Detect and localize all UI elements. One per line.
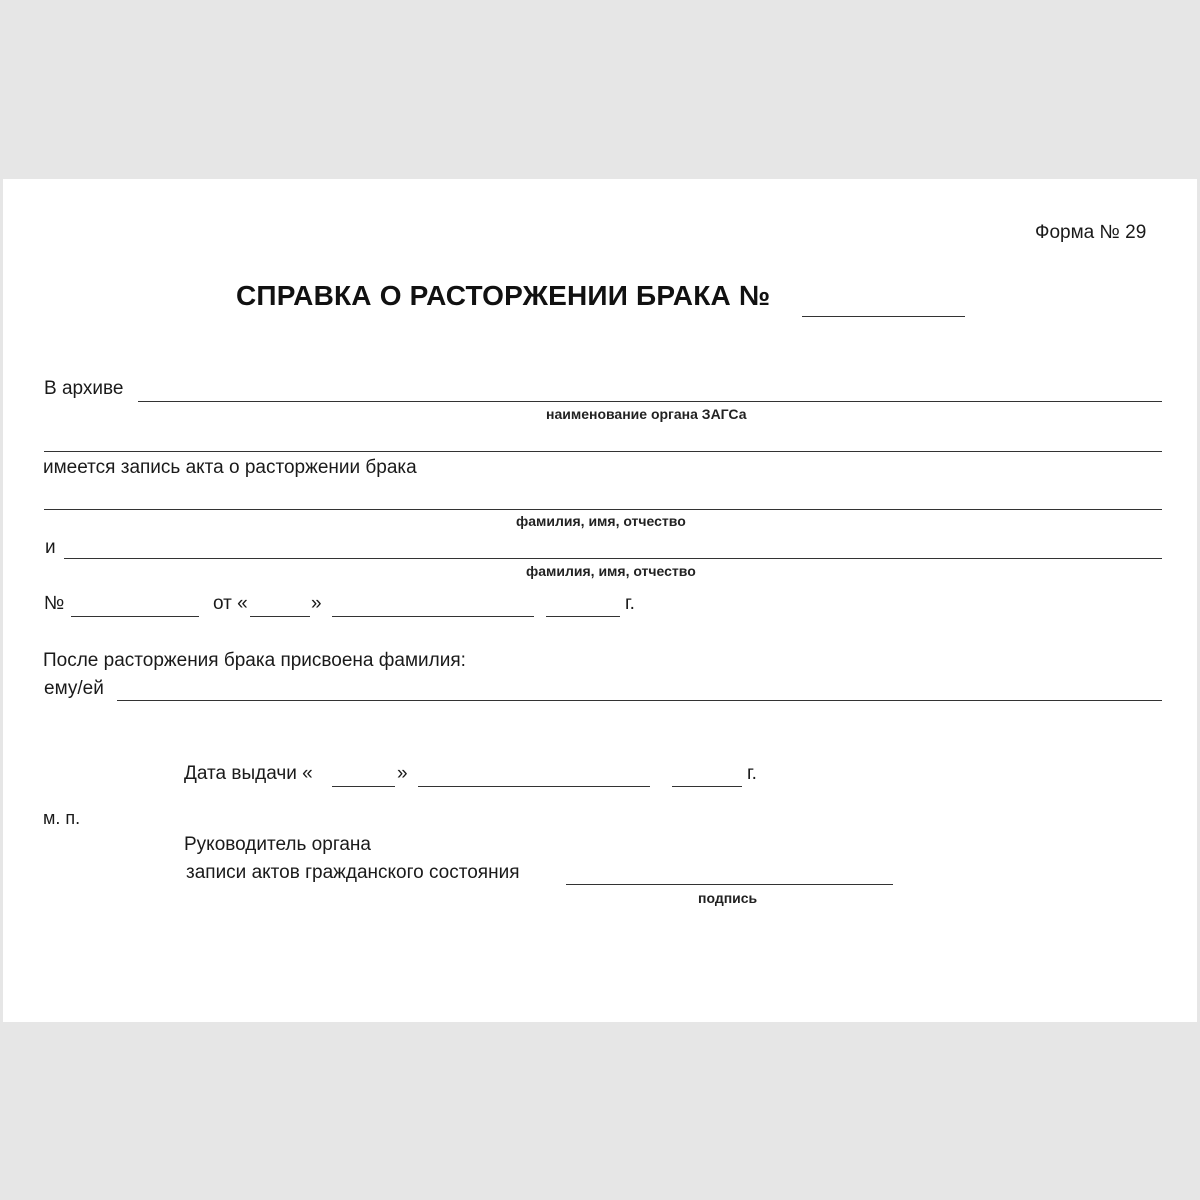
stamp-place-label: м. п. xyxy=(43,808,81,828)
issue-month-line[interactable] xyxy=(418,786,650,787)
record-day-line[interactable] xyxy=(250,616,310,617)
record-number-label: № xyxy=(44,593,65,614)
spouse-2-caption: фамилия, имя, отчество xyxy=(526,563,696,579)
form-number-label: Форма № 29 xyxy=(1035,222,1147,243)
issue-day-line[interactable] xyxy=(332,786,395,787)
archive-label: В архиве xyxy=(44,378,124,399)
record-year-line[interactable] xyxy=(546,616,620,617)
document-title: СПРАВКА О РАСТОРЖЕНИИ БРАКА № xyxy=(236,280,771,311)
signature-line[interactable] xyxy=(566,884,893,885)
issue-year-line[interactable] xyxy=(672,786,742,787)
issue-year-suffix: г. xyxy=(747,763,757,784)
certificate-number-line[interactable] xyxy=(802,316,965,317)
spouse-2-name-line[interactable] xyxy=(64,558,1162,559)
record-from-label: от « xyxy=(213,593,248,614)
record-close-quote: » xyxy=(311,593,322,614)
issue-date-label: Дата выдачи « xyxy=(184,763,313,784)
spouse-1-name-line[interactable] xyxy=(44,509,1162,510)
signatory-title-line-2: записи актов гражданского состояния xyxy=(186,862,520,883)
spouse-1-caption: фамилия, имя, отчество xyxy=(516,513,686,529)
record-month-line[interactable] xyxy=(332,616,534,617)
signature-caption: подпись xyxy=(698,890,758,906)
signatory-title-line-1: Руководитель органа xyxy=(184,834,371,855)
record-year-suffix: г. xyxy=(625,593,635,614)
surname-label: ему/ей xyxy=(44,678,104,699)
archive-name-line-2[interactable] xyxy=(44,451,1162,452)
surname-text: После расторжения брака присвоена фамилия: xyxy=(43,650,466,671)
surname-line[interactable] xyxy=(117,700,1162,701)
archive-caption: наименование органа ЗАГСа xyxy=(546,406,747,422)
form-sheet xyxy=(3,179,1197,1022)
archive-name-line[interactable] xyxy=(138,401,1162,402)
record-text: имеется запись акта о расторжении брака xyxy=(43,457,417,478)
issue-close-quote: » xyxy=(397,763,408,784)
record-number-line[interactable] xyxy=(71,616,199,617)
and-label: и xyxy=(45,537,56,558)
